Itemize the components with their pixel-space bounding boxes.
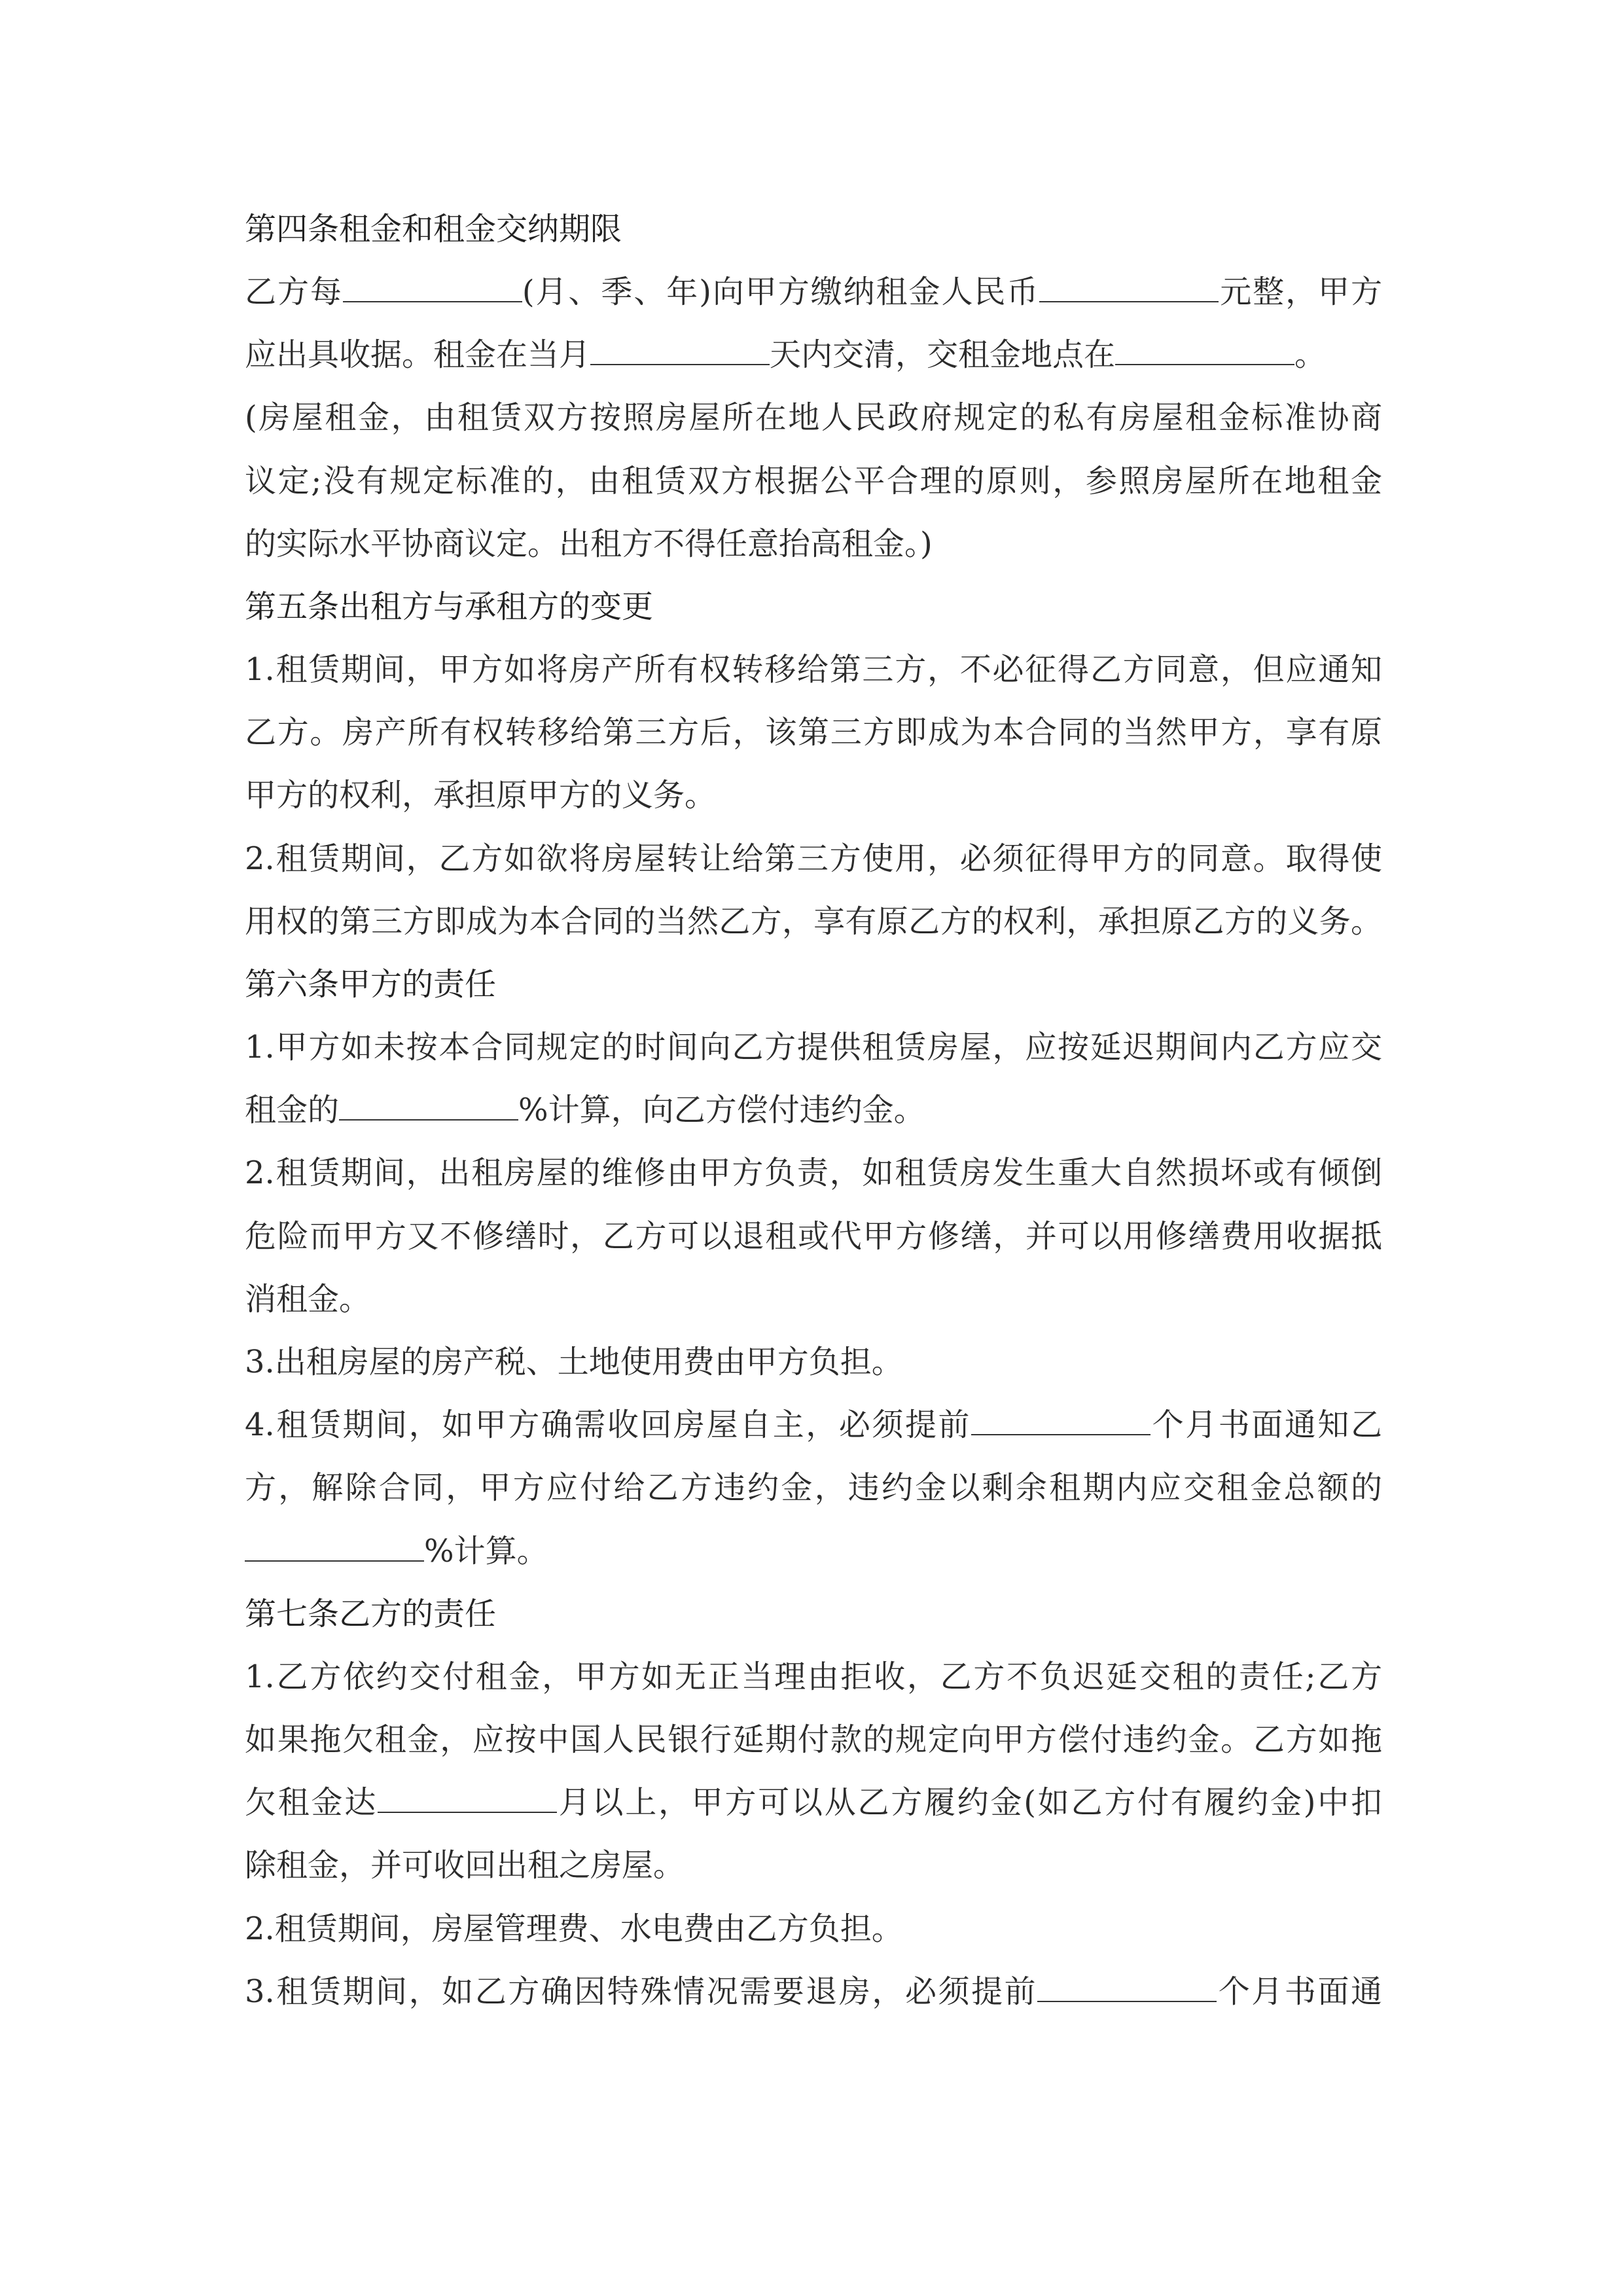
article-6-p1-line-1: 1.甲方如未按本合同规定的时间向乙方提供租赁房屋，应按延迟期间内乙方应交 [245, 1029, 1382, 1066]
text: 应出具收据。租金在当月 [245, 336, 591, 373]
article-6-p4-line-3 [245, 1524, 1382, 1578]
article-7-p2-line-1: 2.租赁期间，房屋管理费、水电费由乙方负担。 [245, 1910, 903, 1947]
fill-blank[interactable] [245, 1533, 424, 1562]
text: 。 [1294, 336, 1327, 373]
article-6-p3-line-1: 3.出租房屋的房产税、土地使用费由甲方负担。 [245, 1344, 903, 1380]
text: 欠租金达 [245, 1784, 378, 1821]
article-6-p4-line-2: 方，解除合同，甲方应付给乙方违约金，违约金以剩余租期内应交租金总额的 [245, 1469, 1382, 1506]
fill-blank[interactable] [1115, 336, 1294, 365]
fill-blank[interactable] [971, 1407, 1150, 1435]
article-6-p2-line-1: 2.租赁期间，出租房屋的维修由甲方负责，如租赁房发生重大自然损坏或有倾倒 [245, 1155, 1382, 1191]
article-5-p1-line-2: 乙方。房产所有权转移给第三方后，该第三方即成为本合同的当然甲方，享有原 [245, 714, 1382, 751]
text: %计算，向乙方偿付违约金。 [518, 1092, 925, 1128]
fill-blank[interactable] [343, 274, 522, 302]
article-7-heading: 第七条乙方的责任 [245, 1596, 497, 1632]
text: 3.租赁期间，如乙方确因特殊情况需要退房，必须提前 [245, 1973, 1038, 2010]
article-4-line-4: 议定;没有规定标准的，由租赁双方根据公平合理的原则，参照房屋所在地租金 [245, 463, 1382, 499]
article-6-heading: 第六条甲方的责任 [245, 966, 497, 1003]
article-5-p2-line-1: 2.租赁期间，乙方如欲将房屋转让给第三方使用，必须征得甲方的同意。取得使 [245, 840, 1382, 877]
article-5-p2-line-2: 用权的第三方即成为本合同的当然乙方，享有原乙方的权利，承担原乙方的义务。 [245, 903, 1382, 940]
fill-blank[interactable] [339, 1092, 518, 1121]
text: 天内交清，交租金地点在 [770, 336, 1116, 373]
text: 乙方每 [245, 274, 343, 310]
article-5-p1-line-1: 1.租赁期间，甲方如将房产所有权转移给第三方，不必征得乙方同意，但应通知 [245, 651, 1382, 688]
text: (月、季、年)向甲方缴纳租金人民币 [522, 274, 1040, 310]
article-6-p2-line-3: 消租金。 [245, 1281, 371, 1318]
text: 租金的 [245, 1092, 340, 1128]
fill-blank[interactable] [590, 336, 770, 365]
article-5-heading: 第五条出租方与承租方的变更 [245, 588, 654, 625]
fill-blank[interactable] [1039, 274, 1219, 302]
fill-blank[interactable] [378, 1784, 557, 1813]
article-7-p1-line-3 [245, 1776, 1382, 1829]
text: 个月书面通知乙 [1150, 1407, 1382, 1443]
text: 元整，甲方 [1219, 274, 1382, 310]
article-6-p4-line-1 [245, 1398, 1382, 1452]
article-7-p1-line-4: 除租金，并可收回出租之房屋。 [245, 1847, 685, 1884]
article-4-line-5: 的实际水平协商议定。出租方不得任意抬高租金。) [245, 526, 933, 562]
article-7-p1-line-2: 如果拖欠租金，应按中国人民银行延期付款的规定向甲方偿付违约金。乙方如拖 [245, 1721, 1382, 1758]
article-4-heading: 第四条租金和租金交纳期限 [245, 211, 622, 247]
article-4-line-1 [245, 265, 1382, 319]
text: %计算。 [424, 1533, 548, 1570]
article-6-p2-line-2: 危险而甲方又不修缮时，乙方可以退租或代甲方修缮，并可以用修缮费用收据抵 [245, 1218, 1382, 1255]
text: 个月书面通 [1217, 1973, 1382, 2010]
article-4-line-3: (房屋租金，由租赁双方按照房屋所在地人民政府规定的私有房屋租金标准协商 [245, 399, 1382, 436]
fill-blank[interactable] [1037, 1973, 1217, 2002]
article-6-p1-line-2 [245, 1083, 1382, 1137]
article-7-p1-line-1: 1.乙方依约交付租金，甲方如无正当理由拒收，乙方不负迟延交租的责任;乙方 [245, 1659, 1382, 1695]
text: 月以上，甲方可以从乙方履约金(如乙方付有履约金)中扣 [557, 1784, 1382, 1821]
article-7-p3-line-1 [245, 1965, 1382, 2018]
text: 4.租赁期间，如甲方确需收回房屋自主，必须提前 [245, 1407, 972, 1443]
article-4-line-2 [245, 328, 1382, 382]
article-5-p1-line-3: 甲方的权利，承担原甲方的义务。 [245, 777, 717, 814]
